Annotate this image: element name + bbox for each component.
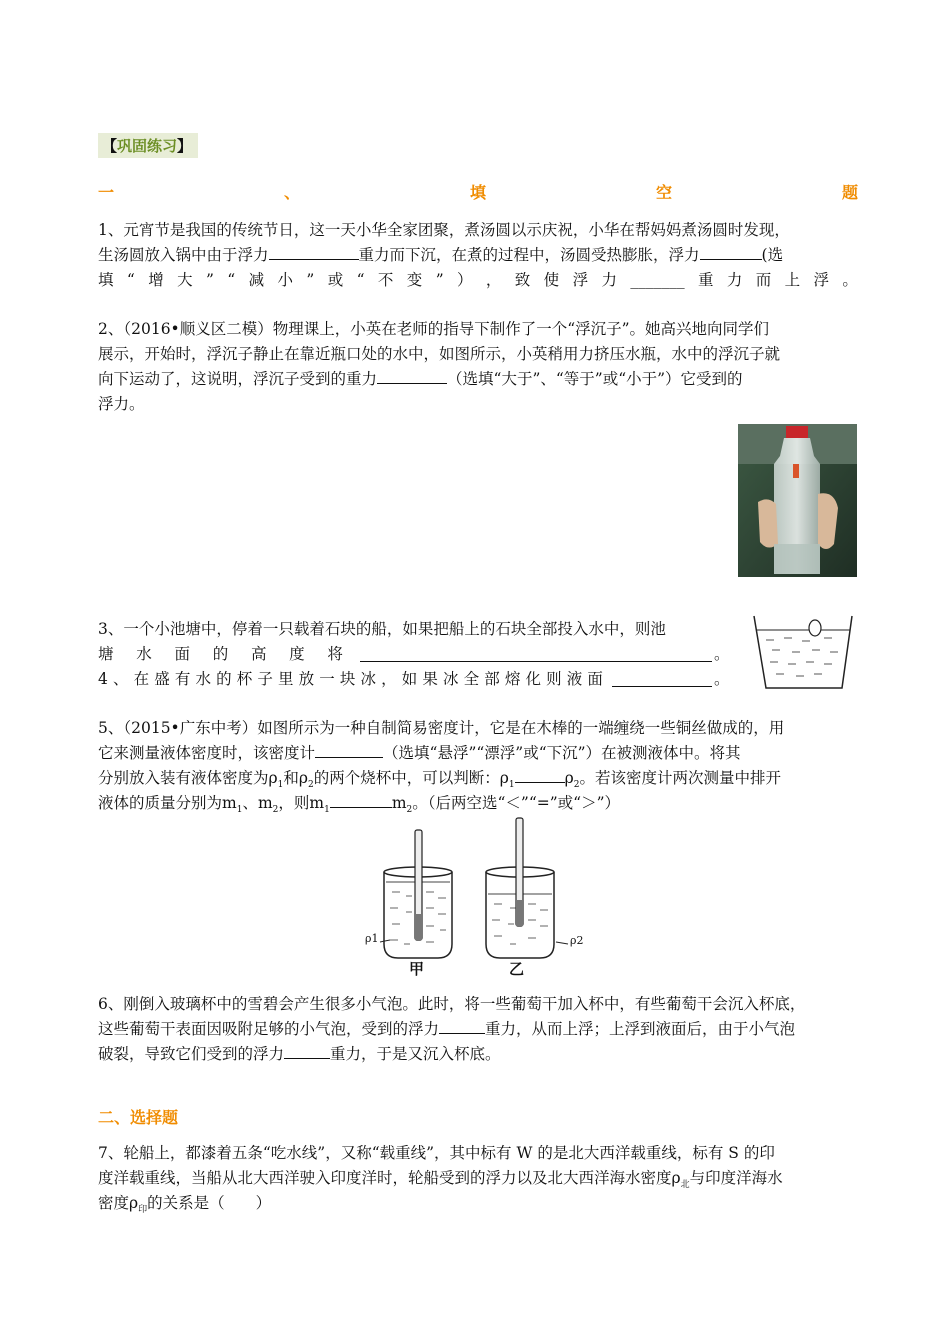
q1-line1: 1、元宵节是我国的传统节日，这一天小华全家团聚，煮汤圆以示庆祝，小华在帮妈妈煮汤圆时发现，	[98, 221, 790, 239]
q7-line1: 7、轮船上，都漆着五条“吃水线”，又称“载重线”，其中标有 W 的是北大西洋载重线，标有 S 的印	[98, 1144, 775, 1162]
q1-line2: 生汤圆放入锅中由于浮力 重力而下沉，在煮的过程中，汤圆受热膨胀，浮力 (选	[98, 243, 858, 267]
q5-line3: 分别放入装有液体密度为$\rho_1$和$\rho_2$的两个烧杯中，可以判断：$\rho_1$ $\rho_2$。若该密度计两次测量中排开	[98, 766, 858, 797]
section2-heading: 二、选择题	[98, 1108, 179, 1127]
hydrometer-figure	[360, 816, 600, 976]
q1-blank-2[interactable]	[700, 243, 762, 260]
q2-line2: 展示，开始时，浮沉子静止在靠近瓶口处的水中，如图所示，小英稍用力挤压水瓶，水中的浮沉子就	[98, 345, 781, 363]
q1-blank-3[interactable]: _______	[630, 271, 685, 289]
q1-line3: 填 “ 增 大 ” “ 减 小 ” 或 “ 不 变 ” ） ， 致 使 浮 力 _______ 重 力 而 上 浮 。	[98, 268, 858, 292]
beaker-label-left: 甲	[409, 960, 425, 978]
q5-line4: 液体的质量分别为$m_1$、$m_2$，则$m_1$ $m_2$。（后两空选“＜”“=”或“＞”）	[98, 791, 858, 822]
rho1-label: ρ1	[365, 932, 379, 945]
q3-line1: 3、一个小池塘中，停着一只载着石块的船，如果把船上的石块全部投入水中，则池	[98, 620, 666, 638]
q6-line2: 这些葡萄干表面因吸附足够的小气泡，受到的浮力 重力，从而上浮；上浮到液面后，由于小气泡	[98, 1017, 858, 1041]
q7-line2: 度洋载重线，当船从北大西洋驶入印度洋时，轮船受到的浮力以及北大西洋海水密度$\rho_北$与印度洋海水	[98, 1169, 783, 1191]
q5-line2: 它来测量液体密度时，该密度计 （选填“悬浮”“漂浮”或“下沉”）在被测液体中。将其	[98, 741, 858, 765]
q3-period: 。	[714, 645, 730, 663]
q5-blank-3[interactable]	[330, 791, 392, 808]
q7-line3: 密度$\rho_印$的关系是（ ）	[98, 1194, 272, 1216]
q5-line1: 5、（2015•广东中考）如图所示为一种自制简易密度计，它是在木棒的一端缠绕一些铜丝做成的，用	[98, 719, 785, 737]
q2-blank-1[interactable]	[377, 367, 447, 384]
q4-blank[interactable]	[612, 670, 712, 687]
q5-blank-1[interactable]	[315, 741, 383, 758]
q2-line1: 2、（2016•顺义区二模）物理课上，小英在老师的指导下制作了一个“浮沉子”。她高兴地向同学们	[98, 320, 770, 338]
q6-line1: 6、刚倒入玻璃杯中的雪碧会产生很多小气泡。此时，将一些葡萄干加入杯中，有些葡萄干会沉入杯底，	[98, 995, 806, 1013]
bottle-photo	[738, 424, 857, 577]
q4-line: 4 、 在 盛 有 水 的 杯 子 里 放 一 块 冰 ， 如 果 冰 全 部 熔 化 则 液 面	[98, 670, 603, 688]
q6-line3: 破裂，导致它们受到的浮力 重力，于是又沉入杯底。	[98, 1042, 858, 1066]
q6-blank-2[interactable]	[284, 1042, 330, 1059]
q3-blank[interactable]	[360, 645, 712, 662]
beaker-label-right: 乙	[509, 960, 525, 978]
q2-line3: 向下运动了，这说明，浮沉子受到的重力 （选填“大于”、“等于”或“小于”）它受到的	[98, 367, 858, 391]
q3-line2-prefix: 塘 水 面 的 高 度 将	[98, 645, 343, 663]
q6-blank-1[interactable]	[439, 1017, 485, 1034]
cup-ice-figure	[752, 608, 854, 690]
rho2-label: ρ2	[570, 934, 584, 947]
q5-blank-2[interactable]	[515, 766, 565, 783]
section-tag: 【巩固练习】	[98, 133, 198, 158]
section1-heading: 一 、 填 空 题	[98, 183, 858, 202]
q4-period: 。	[714, 670, 730, 688]
q1-blank-1[interactable]	[269, 243, 359, 260]
q2-line4: 浮力。	[98, 395, 145, 413]
